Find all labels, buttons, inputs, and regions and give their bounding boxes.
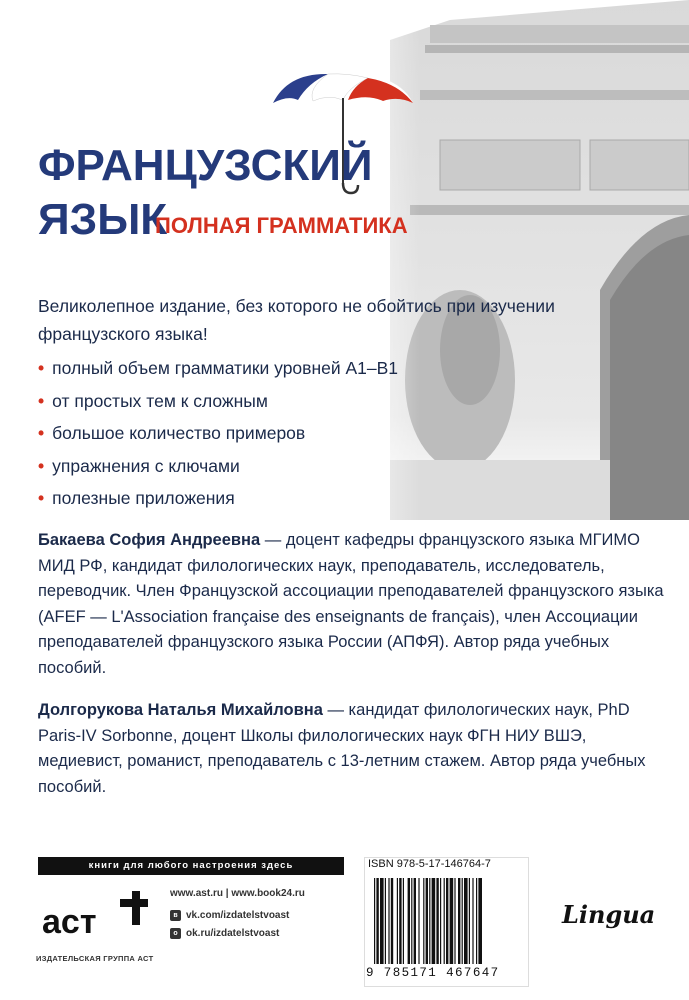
subtitle: ПОЛНАЯ ГРАММАТИКА bbox=[155, 213, 408, 238]
bullet-dot: • bbox=[38, 358, 45, 378]
bullet-dot: • bbox=[38, 423, 45, 443]
bullet-dot: • bbox=[38, 488, 45, 508]
isbn: ISBN 978-5-17-146764-7 bbox=[368, 858, 491, 870]
feature-item: • полезные приложения bbox=[38, 488, 235, 508]
ok-link: о ok.ru/izdatelstvoast bbox=[170, 928, 279, 939]
author-name: Бакаева София Андреевна bbox=[38, 531, 261, 549]
ast-logo-icon bbox=[40, 885, 160, 960]
title-line-2: ЯЗЫК bbox=[38, 195, 168, 244]
slogan-banner: книги для любого настроения здесь bbox=[38, 857, 344, 875]
feature-item: • от простых тем к сложным bbox=[38, 390, 268, 411]
author-bio-1 bbox=[38, 528, 668, 681]
title-line-1: ФРАНЦУЗСКИЙ bbox=[38, 141, 373, 190]
bullet-dot: • bbox=[38, 455, 45, 476]
feature-item: • полный объем грамматики уровней А1–В1 bbox=[38, 358, 399, 378]
barcode-icon bbox=[366, 874, 524, 968]
feature-item: • упражнения с ключами bbox=[38, 455, 240, 476]
author-name: Долгорукова Наталья Михайловна bbox=[38, 701, 323, 719]
intro-text: Великолепное издание, без которого не обойтись при изучении французского языка! bbox=[38, 296, 555, 344]
feature-item: • большое количество примеров bbox=[38, 423, 306, 443]
vk-icon: в bbox=[170, 910, 181, 921]
author-bio-2 bbox=[38, 698, 668, 800]
ok-icon: о bbox=[170, 928, 181, 939]
lingua-logo: Lingua bbox=[562, 900, 656, 929]
svg-text:аст: аст bbox=[42, 903, 97, 941]
barcode-number: 9 785171 467647 bbox=[366, 966, 500, 980]
publisher-label: ИЗДАТЕЛЬСКАЯ ГРУППА АСТ bbox=[36, 954, 154, 963]
feature-list bbox=[38, 352, 398, 515]
vk-link: в vk.com/izdatelstvoast bbox=[170, 910, 289, 921]
author-description: — кандидат филологических наук, PhD Paris-IV Sorbonne, доцент Школы филологических наук ФГН НИУ ВШЭ, медиевист, романист, преподаватель с 13-летним стажем. Автор ряда учебных пособий. bbox=[38, 701, 646, 796]
author-description: — доцент кафедры французского языка МГИМО МИД РФ, кандидат филологических наук, преподаватель, исследователь, переводчик. Член Французской ассоциации преподавателей французского языка (AFEF — L'Association française des enseignants de français), член Ассоциации преподавателей французского языка России (АПФЯ). Автор ряда учебных пособий. bbox=[38, 531, 664, 677]
bullet-dot: • bbox=[38, 390, 45, 411]
website-links: www.ast.ru | www.book24.ru bbox=[170, 888, 305, 899]
